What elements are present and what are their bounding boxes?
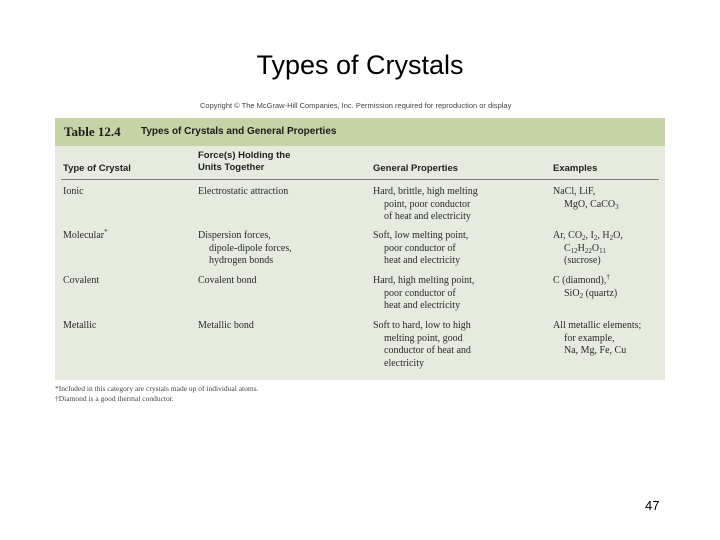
properties-line: conductor of heat and — [384, 345, 471, 356]
subscript: 11 — [599, 246, 606, 255]
properties-line: Soft, low melting point, — [373, 230, 469, 241]
subscript: 12 — [570, 246, 578, 255]
copyright-notice: Copyright © The McGraw-Hill Companies, Inc. Permission required for reproduction or display — [200, 101, 512, 110]
formula-text: (quartz) — [583, 287, 618, 299]
row-covalent-forces — [198, 275, 257, 288]
formula-text: SiO — [564, 287, 580, 299]
table-number: Table 12.4 — [64, 124, 121, 139]
examples-line — [553, 243, 623, 256]
table-header-bar — [55, 118, 665, 146]
formula-text: C — [564, 242, 571, 254]
formula-text: , H — [597, 230, 610, 241]
properties-line: of heat and electricity — [384, 211, 471, 222]
examples-line: Na, Mg, Fe, Cu — [564, 345, 627, 356]
formula-text: O, — [613, 230, 623, 241]
subscript: 3 — [615, 202, 619, 211]
subscript: 2 — [582, 234, 586, 242]
header-forces — [198, 150, 290, 174]
footnote-molecular: *Included in this category are crystals made up of individual atoms. — [55, 384, 259, 393]
subscript: 2 — [593, 234, 598, 242]
header-type-of-crystal: Type of Crystal — [63, 163, 131, 174]
row-covalent-type: Covalent — [63, 275, 100, 286]
formula-text: , I — [585, 230, 594, 241]
page-number: 47 — [645, 498, 660, 513]
properties-line: Soft to hard, low to high — [373, 320, 471, 331]
examples-line — [553, 275, 617, 288]
formula-text: MgO, CaCO — [564, 198, 616, 210]
crystal-types-table — [55, 118, 665, 380]
formula-text: H — [577, 242, 585, 254]
row-covalent-examples — [553, 275, 617, 300]
properties-line: heat and electricity — [384, 255, 461, 266]
properties-line: Hard, high melting point, — [373, 275, 475, 286]
properties-line: poor conductor of — [384, 287, 456, 299]
forces-line: Electrostatic attraction — [198, 186, 289, 197]
forces-line: Covalent bond — [198, 275, 257, 286]
row-molecular-forces — [198, 230, 292, 268]
row-ionic-type: Ionic — [63, 186, 84, 197]
properties-line: heat and electricity — [384, 300, 461, 311]
forces-line: Metallic bond — [198, 320, 254, 331]
row-ionic-forces — [198, 186, 288, 199]
subscript: 22 — [584, 246, 592, 255]
header-examples: Examples — [553, 163, 598, 174]
examples-line: for example, — [564, 332, 615, 344]
row-ionic-properties — [373, 186, 478, 224]
row-molecular-type — [63, 230, 108, 243]
subscript: 2 — [579, 291, 584, 300]
properties-line: point, poor conductor — [384, 198, 471, 210]
row-metallic-type: Metallic — [63, 320, 97, 331]
footnote-diamond: †Diamond is a good thermal conductor. — [55, 394, 174, 403]
footnote-mark: † — [606, 273, 610, 281]
row-metallic-examples — [553, 320, 641, 358]
forces-line: Dispersion forces, — [198, 230, 271, 241]
formula-text: O — [591, 242, 600, 254]
row-covalent-properties — [373, 275, 474, 313]
examples-line — [553, 230, 623, 243]
forces-line: dipole-dipole forces, — [209, 242, 292, 254]
forces-line: hydrogen bonds — [209, 255, 274, 266]
examples-line: All metallic elements; — [553, 320, 642, 331]
examples-line — [553, 288, 617, 301]
row-molecular-examples — [553, 230, 623, 268]
row-molecular-properties — [373, 230, 468, 268]
examples-line — [553, 199, 619, 212]
slide-title: Types of Crystals — [256, 50, 464, 80]
header-general-properties: General Properties — [373, 163, 459, 174]
properties-line: electricity — [384, 357, 424, 369]
properties-line: melting point, good — [384, 332, 463, 344]
formula-text: C (diamond), — [553, 275, 607, 286]
properties-line: poor conductor of — [384, 242, 456, 254]
formula-text: Ar, CO — [553, 230, 583, 241]
footnote-mark: * — [104, 228, 108, 236]
header-forces-line1: Force(s) Holding the — [198, 150, 291, 161]
examples-line: NaCl, LiF, — [553, 186, 596, 197]
header-divider — [61, 179, 659, 180]
row-ionic-examples — [553, 186, 619, 211]
table-caption: Types of Crystals and General Properties — [141, 126, 337, 137]
row-metallic-forces — [198, 320, 254, 333]
type-label: Molecular — [63, 230, 105, 241]
examples-line: (sucrose) — [564, 255, 601, 266]
header-forces-line2: Units Together — [198, 162, 265, 173]
row-metallic-properties — [373, 320, 471, 370]
properties-line: Hard, brittle, high melting — [373, 186, 478, 197]
subscript: 2 — [609, 234, 614, 242]
